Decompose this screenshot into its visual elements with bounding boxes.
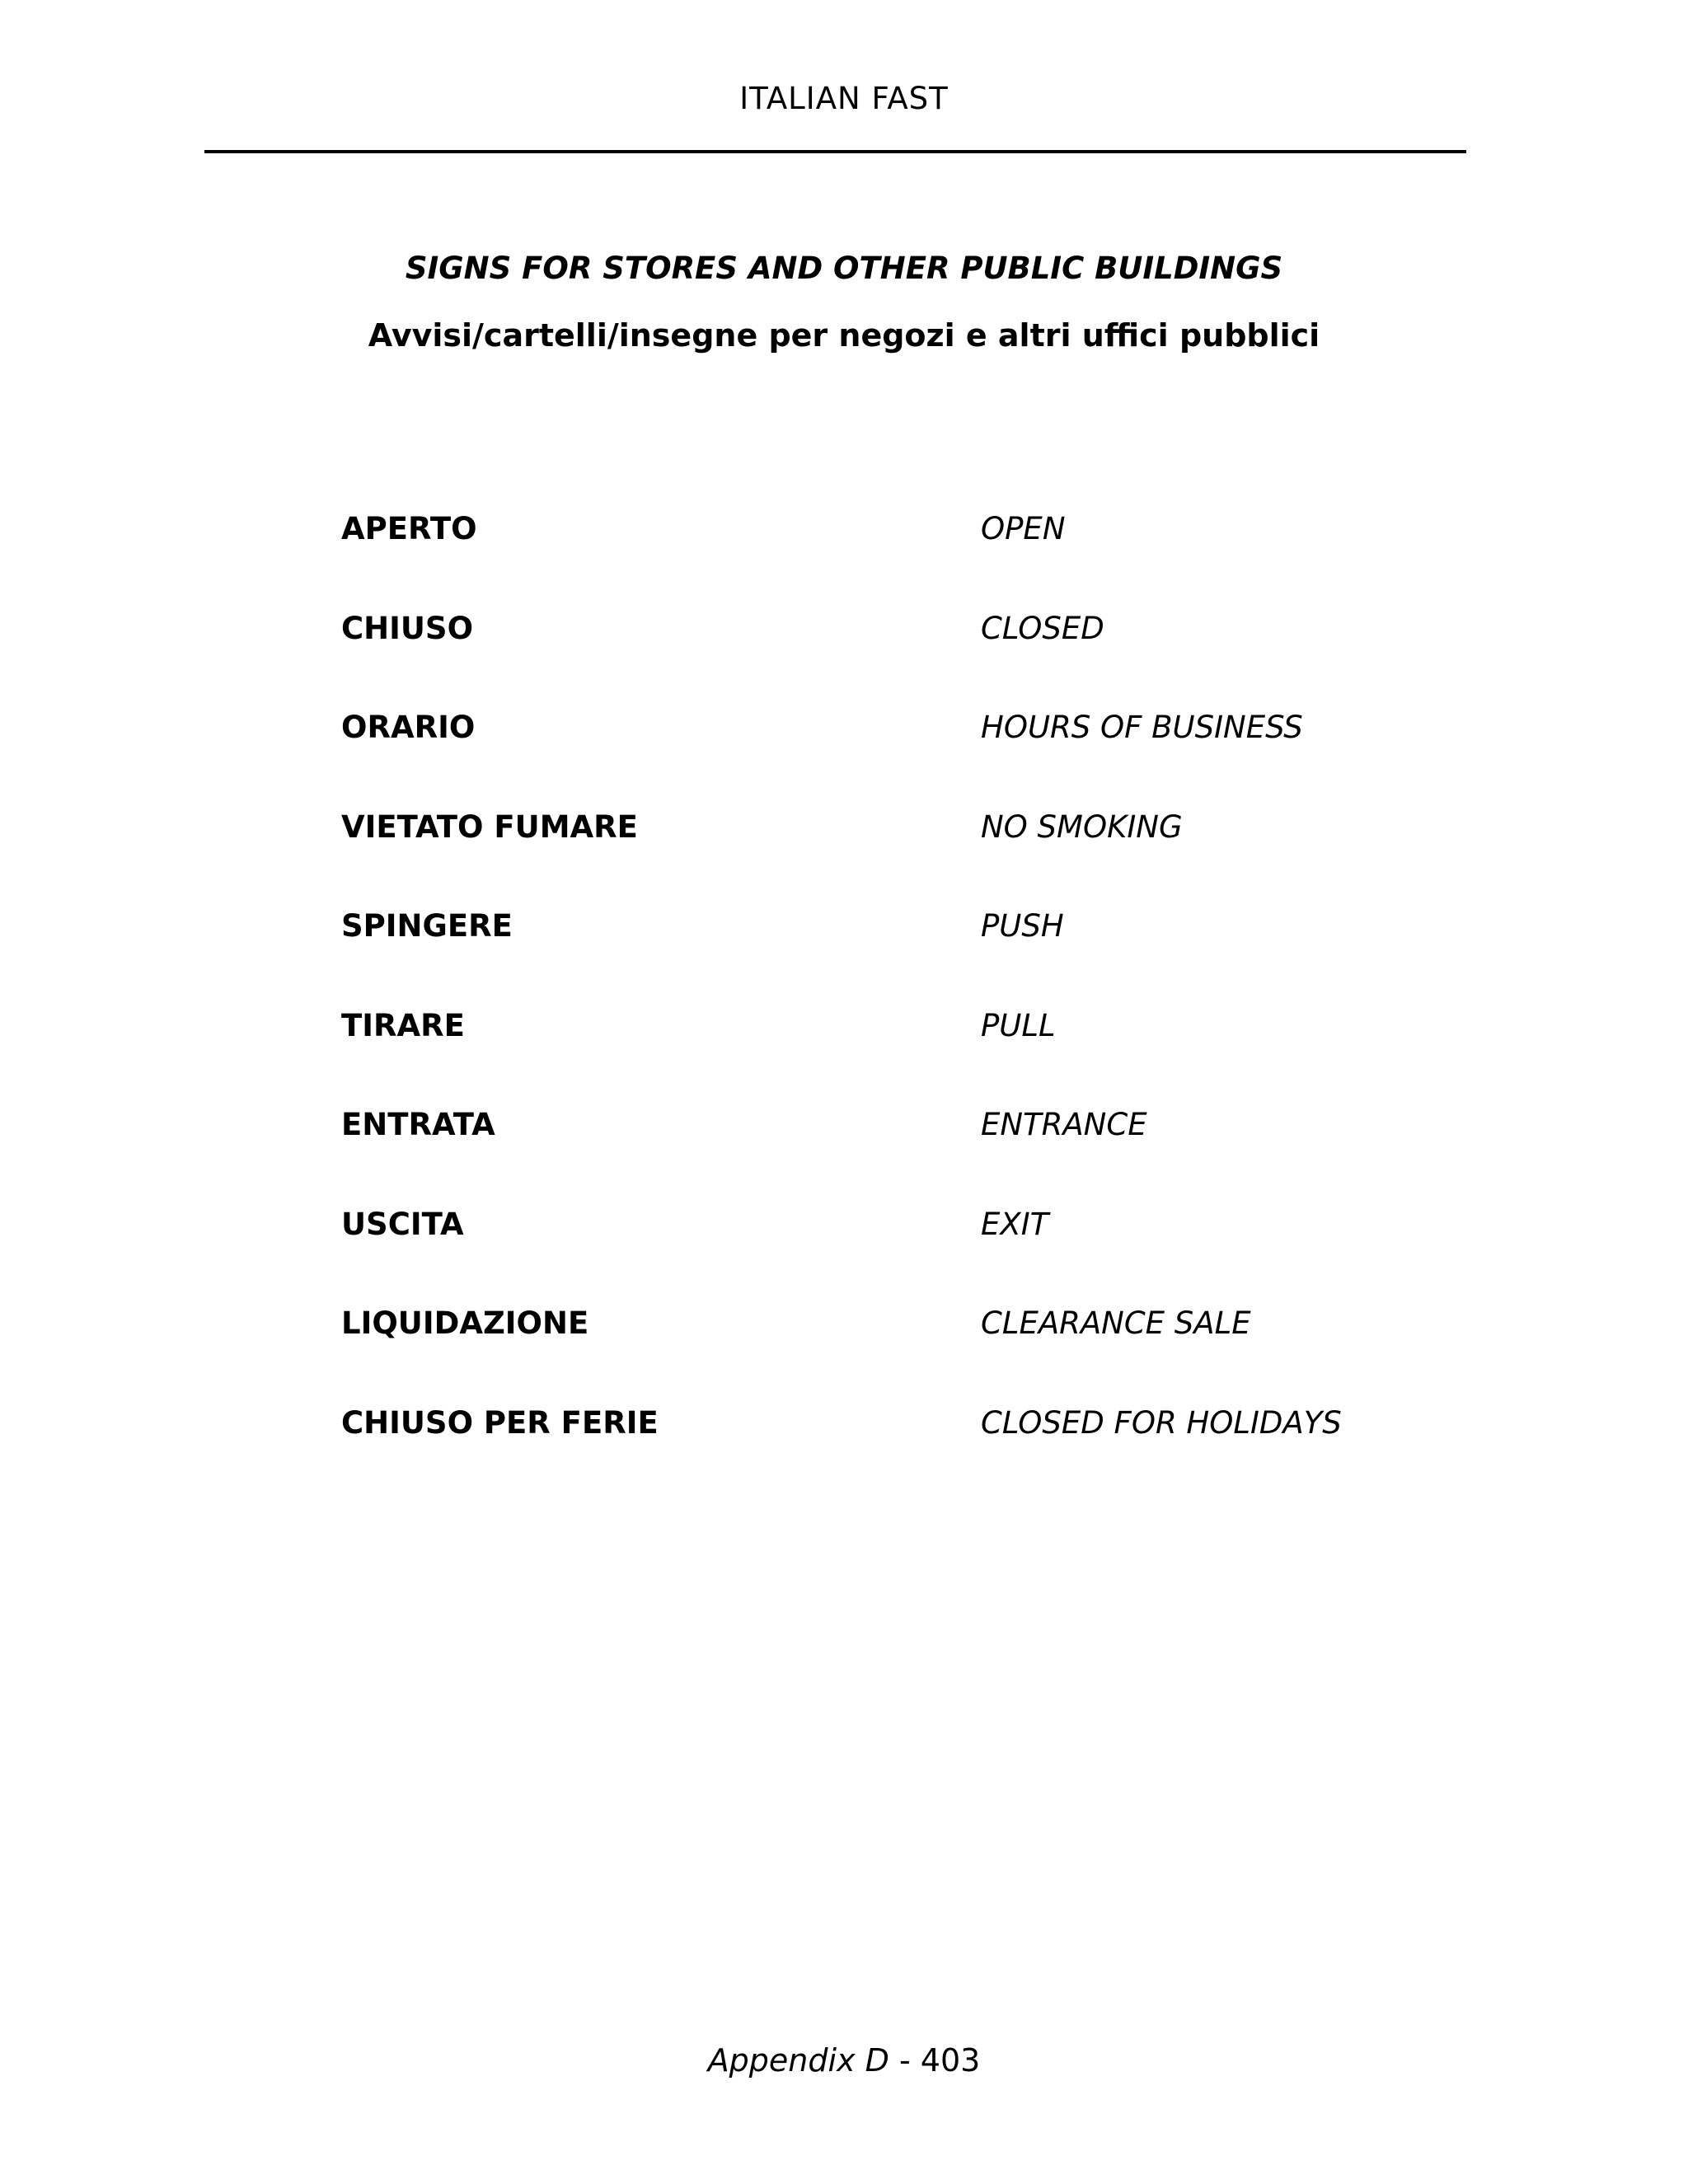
- sign-row: [0, 809, 1688, 909]
- sign-italian: TIRARE: [341, 1007, 465, 1043]
- sign-english: HOURS OF BUSINESS: [981, 710, 1303, 745]
- sign-italian: USCITA: [341, 1206, 464, 1242]
- sign-english: CLOSED: [981, 610, 1104, 646]
- sign-italian: CHIUSO: [341, 610, 474, 646]
- appendix-label: Appendix D: [707, 2042, 889, 2079]
- sign-english: CLEARANCE SALE: [981, 1305, 1251, 1341]
- section-subtitle: Avvisi/cartelli/insegne per negozi e altri uffici pubblici: [368, 317, 1320, 354]
- sign-italian: LIQUIDAZIONE: [341, 1305, 589, 1341]
- sign-english: PULL: [981, 1007, 1056, 1043]
- sign-row: [0, 611, 1688, 710]
- running-header: ITALIAN FAST: [739, 81, 949, 116]
- footer-separator: -: [889, 2042, 921, 2079]
- sign-italian: SPINGERE: [341, 908, 513, 944]
- sign-italian: ENTRATA: [341, 1107, 495, 1142]
- sign-english: ENTRANCE: [981, 1107, 1147, 1142]
- sign-row: [0, 1008, 1688, 1108]
- sign-italian: CHIUSO PER FERIE: [341, 1404, 659, 1441]
- sign-row: [0, 1305, 1688, 1405]
- sign-row: [0, 1405, 1688, 1505]
- section-title: SIGNS FOR STORES AND OTHER PUBLIC BUILDINGS: [405, 251, 1283, 286]
- sign-italian: APERTO: [341, 511, 477, 546]
- sign-row: [0, 908, 1688, 1008]
- sign-row: [0, 710, 1688, 809]
- page-number: 403: [920, 2042, 981, 2079]
- signs-list: [0, 511, 1688, 1504]
- sign-italian: ORARIO: [341, 710, 476, 745]
- sign-row: [0, 511, 1688, 611]
- sign-italian: VIETATO FUMARE: [341, 808, 638, 845]
- page-footer: [0, 2042, 1688, 2079]
- sign-english: EXIT: [981, 1206, 1049, 1242]
- sign-english: NO SMOKING: [981, 808, 1183, 845]
- header-rule: [204, 150, 1466, 153]
- sign-row: [0, 1207, 1688, 1306]
- sign-row: [0, 1107, 1688, 1207]
- sign-english: CLOSED FOR HOLIDAYS: [981, 1404, 1342, 1441]
- sign-english: PUSH: [981, 908, 1064, 944]
- sign-english: OPEN: [981, 511, 1066, 546]
